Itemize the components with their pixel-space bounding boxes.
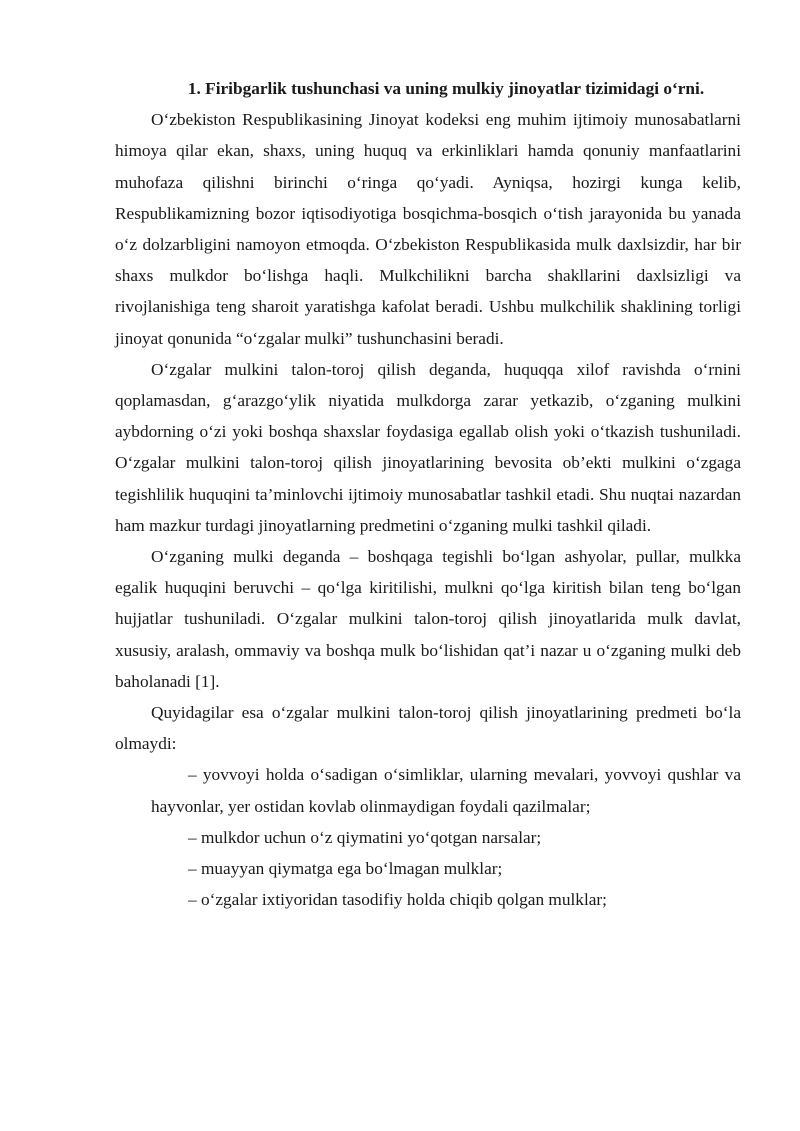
document-page [115, 73, 741, 915]
list-item: – muayyan qiymatga ega bo‘lmagan mulklar; [188, 859, 503, 879]
list-item: – mulkdor uchun o‘z qiymatini yo‘qotgan narsalar; [188, 827, 542, 847]
list-item: – o‘zgalar ixtiyoridan tasodifiy holda chiqib qolgan mulklar; [188, 890, 607, 910]
paragraph-4: Quyidagilar esa o‘zgalar mulkini talon-toroj qilish jinoyatlarining predmeti bo‘la olmaydi: [115, 703, 741, 754]
paragraph-2: O‘zgalar mulkini talon-toroj qilish deganda, huquqqa xilof ravishda o‘rnini qoplamasdan, g‘arazgo‘ylik niyatida mulkdorga zarar yetkazib, o‘zganing mulkini aybdorning o‘zi yoki boshqa shaxslar foydasiga egallab olish yoki o‘tkazish tushuniladi. O‘zgalar mulkini talon-toroj qilish jinoyatlarining bevosita ob’ekti mulkini o‘zgaga tegishlilik huquqini ta’minlovchi ijtimoiy munosabatlar tashkil etadi. Shu nuqtai nazardan ham mazkur turdagi jinoyatlarning predmetini o‘zganing mulki tashkil qiladi. [115, 359, 741, 535]
paragraph-3: O‘zganing mulki deganda – boshqaga tegishli bo‘lgan ashyolar, pullar, mulkka egalik huquqini beruvchi – qo‘lga kiritilishi, mulkni qo‘lga kiritish bilan teng bo‘lgan hujjatlar tushuniladi. O‘zgalar mulkini talon-toroj qilish jinoyatlarida mulk davlat, xususiy, aralash, ommaviy va boshqa mulk bo‘lishidan qat’i nazar u o‘zganing mulki deb baholanadi [1]. [115, 547, 741, 691]
section-heading: 1. Firibgarlik tushunchasi va uning mulkiy jinoyatlar tizimidagi o‘rni. [187, 79, 705, 98]
exclusion-list [115, 759, 741, 915]
list-item: – yovvoyi holda o‘sadigan o‘simliklar, ularning mevalari, yovvoyi qushlar va hayvonlar, yer ostidan kovlab olinmaydigan foydali qazilmalar; [151, 765, 741, 816]
paragraph-1: O‘zbekiston Respublikasining Jinoyat kodeksi eng muhim ijtimoiy munosabatlarni himoya qilar ekan, shaxs, uning huquq va erkinliklari hamda qonuniy manfaatlarini muhofaza qilishni birinchi o‘ringa qo‘yadi. Ayniqsa, hozirgi kunga kelib, Respublikamizning bozor iqtisodiyotiga bosqichma-bosqich o‘tish jarayonida bu yanada o‘z dolzarbligini namoyon etmoqda. O‘zbekiston Respublikasida mulk daxlsizdir, har bir shaxs mulkdor bo‘lishga haqli. Mulkchilikni barcha shakllarini daxlsizligi va rivojlanishiga teng sharoit yaratishga kafolat beradi. Ushbu mulkchilik shaklining torligi jinoyat qonunida “o‘zgalar mulki” tushunchasini beradi. [115, 110, 741, 348]
